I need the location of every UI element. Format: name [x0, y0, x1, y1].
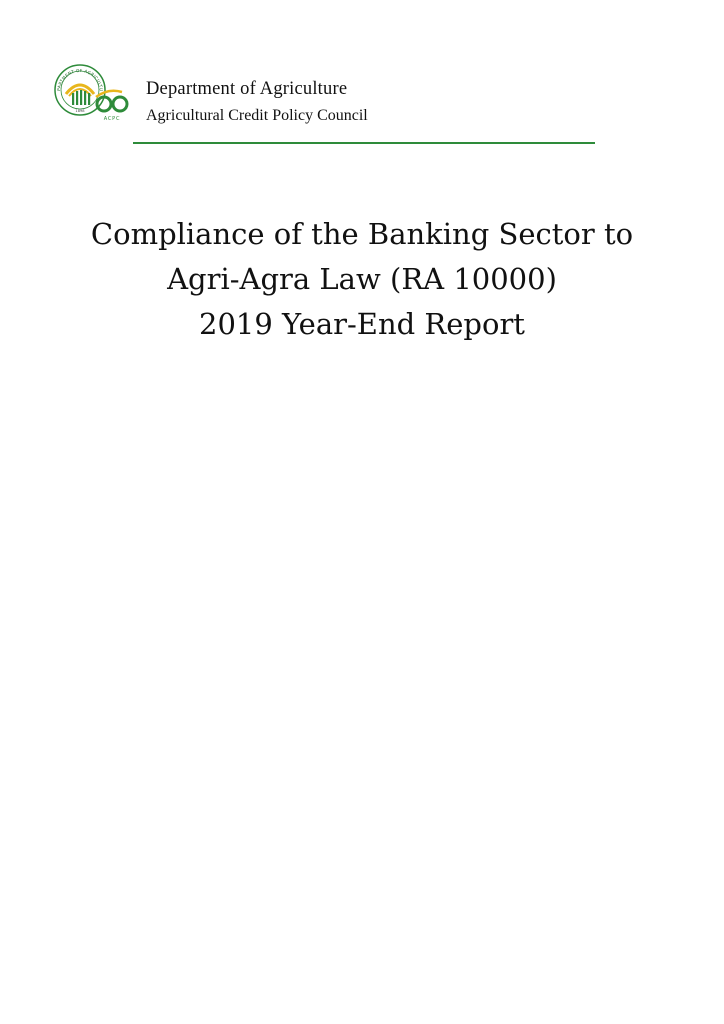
acpc-acronym: ACPC	[103, 116, 121, 122]
seal-year: 1898	[75, 109, 85, 113]
acpc-logo-graphic	[50, 60, 136, 130]
title-line-3: 2019 Year-End Report	[199, 307, 525, 341]
council-name: Agricultural Credit Policy Council	[146, 107, 368, 124]
department-name: Department of Agriculture	[146, 79, 348, 99]
seal-text: PARTMENT OF AGRICULTU	[56, 67, 105, 92]
header-divider	[133, 142, 595, 144]
acpc-logo	[50, 60, 136, 130]
report-title	[0, 212, 724, 347]
title-line-1: Compliance of the Banking Sector to	[90, 217, 634, 251]
title-line-2: Agri-Agra Law (RA 10000)	[167, 262, 557, 296]
organization-header	[146, 78, 368, 126]
